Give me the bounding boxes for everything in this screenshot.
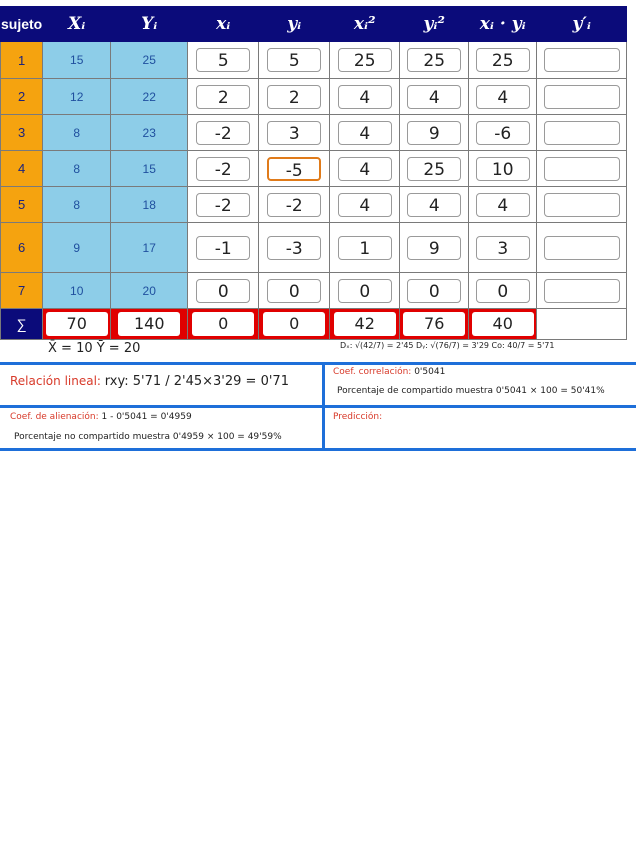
prediction-label[interactable]: Predicción: <box>333 412 383 422</box>
header-subject: sujeto <box>1 7 43 42</box>
input-x-squared[interactable]: 4 <box>338 157 392 181</box>
linear-relation-label: Relación lineal: <box>10 374 101 388</box>
sum-symbol: ∑ <box>1 309 43 340</box>
header-x-squared: xᵢ² <box>330 7 400 42</box>
correlation-value: 0'5041 <box>414 367 446 377</box>
sum-x-squared[interactable]: 42 <box>334 312 396 336</box>
divider-middle <box>0 405 636 408</box>
table-row <box>1 79 627 115</box>
divider-vertical <box>322 362 325 451</box>
input-y-squared[interactable]: 25 <box>407 48 461 72</box>
input-y-predicted[interactable] <box>544 85 620 109</box>
input-x-squared[interactable]: 0 <box>338 279 392 303</box>
input-x-squared[interactable]: 1 <box>338 236 392 260</box>
observed-X: 12 <box>43 79 111 115</box>
header-X: Xᵢ <box>43 7 111 42</box>
observed-Y: 17 <box>111 223 188 273</box>
input-xy[interactable]: 4 <box>476 193 530 217</box>
header-y: yᵢ <box>259 7 330 42</box>
input-xy[interactable]: 25 <box>476 48 530 72</box>
input-y-squared[interactable]: 4 <box>407 193 461 217</box>
sum-empty-cell <box>537 309 627 340</box>
table-row <box>1 273 627 309</box>
input-y[interactable]: 5 <box>267 48 321 72</box>
header-Y: Yᵢ <box>111 7 188 42</box>
observed-X: 8 <box>43 115 111 151</box>
header-x: xᵢ <box>188 7 259 42</box>
correlation-label: Coef. correlación: <box>333 367 412 377</box>
input-y-focused[interactable]: -5 <box>267 157 321 181</box>
linear-relation-value: rxy: 5'71 / 2'45×3'29 = 0'71 <box>104 374 289 389</box>
input-y-squared[interactable]: 25 <box>407 157 461 181</box>
deviations-note: Dₓ: √(42/7) = 2'45 Dᵧ: √(76/7) = 3'29 Co: 40/7 = 5'71 <box>340 341 555 350</box>
table-row <box>1 42 627 79</box>
input-xy[interactable]: -6 <box>476 121 530 145</box>
sum-xy[interactable]: 40 <box>472 312 534 336</box>
input-x[interactable]: 5 <box>196 48 250 72</box>
subject-id: 6 <box>1 223 43 273</box>
input-y-squared[interactable]: 9 <box>407 236 461 260</box>
alienation-value: 1 - 0'5041 = 0'4959 <box>101 412 192 422</box>
alienation-coef[interactable] <box>10 412 192 422</box>
header-xy: xᵢ · yᵢ <box>469 7 537 42</box>
sum-X[interactable]: 70 <box>46 312 108 336</box>
input-x-squared[interactable]: 4 <box>338 85 392 109</box>
sum-y-squared[interactable]: 76 <box>403 312 465 336</box>
input-y-squared[interactable]: 9 <box>407 121 461 145</box>
table-row <box>1 115 627 151</box>
observed-Y: 22 <box>111 79 188 115</box>
subject-id: 5 <box>1 187 43 223</box>
table-row <box>1 223 627 273</box>
sum-Y[interactable]: 140 <box>118 312 180 336</box>
observed-Y: 25 <box>111 42 188 79</box>
correlation-coef[interactable] <box>333 367 445 377</box>
header-row <box>1 7 627 42</box>
linear-relation[interactable] <box>10 374 289 389</box>
subject-id: 2 <box>1 79 43 115</box>
non-shared-percentage: Porcentaje no compartido muestra 0'4959 × 100 = 49'59% <box>14 432 282 442</box>
sum-y[interactable]: 0 <box>263 312 325 336</box>
statistics-table <box>0 6 627 340</box>
input-x-squared[interactable]: 25 <box>338 48 392 72</box>
input-y-predicted[interactable] <box>544 193 620 217</box>
input-y[interactable]: -2 <box>267 193 321 217</box>
input-xy[interactable]: 3 <box>476 236 530 260</box>
input-x[interactable]: -1 <box>196 236 250 260</box>
alienation-label: Coef. de alienación: <box>10 412 99 422</box>
input-x[interactable]: -2 <box>196 121 250 145</box>
input-y[interactable]: 0 <box>267 279 321 303</box>
means-note: X̄ = 10 Ȳ = 20 <box>48 341 141 356</box>
subject-id: 7 <box>1 273 43 309</box>
input-y-squared[interactable]: 0 <box>407 279 461 303</box>
header-y-squared: yᵢ² <box>400 7 469 42</box>
input-y[interactable]: 2 <box>267 85 321 109</box>
shared-percentage: Porcentaje de compartido muestra 0'5041 × 100 = 50'41% <box>337 386 605 396</box>
divider-top <box>0 362 636 365</box>
sum-row <box>1 309 627 340</box>
observed-X: 15 <box>43 42 111 79</box>
input-xy[interactable]: 0 <box>476 279 530 303</box>
input-y-predicted[interactable] <box>544 48 620 72</box>
input-y[interactable]: -3 <box>267 236 321 260</box>
header-y-predicted: y′ᵢ <box>537 7 627 42</box>
input-y-squared[interactable]: 4 <box>407 85 461 109</box>
input-y-predicted[interactable] <box>544 279 620 303</box>
table-row <box>1 151 627 187</box>
input-x[interactable]: -2 <box>196 193 250 217</box>
input-y-predicted[interactable] <box>544 157 620 181</box>
subject-id: 3 <box>1 115 43 151</box>
input-x[interactable]: 0 <box>196 279 250 303</box>
observed-X: 9 <box>43 223 111 273</box>
observed-Y: 23 <box>111 115 188 151</box>
observed-Y: 15 <box>111 151 188 187</box>
input-y-predicted[interactable] <box>544 236 620 260</box>
input-x-squared[interactable]: 4 <box>338 121 392 145</box>
input-y[interactable]: 3 <box>267 121 321 145</box>
input-x-squared[interactable]: 4 <box>338 193 392 217</box>
results-panel <box>0 362 636 452</box>
observed-Y: 18 <box>111 187 188 223</box>
observed-Y: 20 <box>111 273 188 309</box>
observed-X: 10 <box>43 273 111 309</box>
table-row <box>1 187 627 223</box>
observed-X: 8 <box>43 151 111 187</box>
subject-id: 1 <box>1 42 43 79</box>
subject-id: 4 <box>1 151 43 187</box>
input-x[interactable]: 2 <box>196 85 250 109</box>
input-xy[interactable]: 4 <box>476 85 530 109</box>
input-y-predicted[interactable] <box>544 121 620 145</box>
divider-bottom <box>0 448 636 451</box>
sum-x[interactable]: 0 <box>192 312 254 336</box>
input-x[interactable]: -2 <box>196 157 250 181</box>
input-xy[interactable]: 10 <box>476 157 530 181</box>
observed-X: 8 <box>43 187 111 223</box>
